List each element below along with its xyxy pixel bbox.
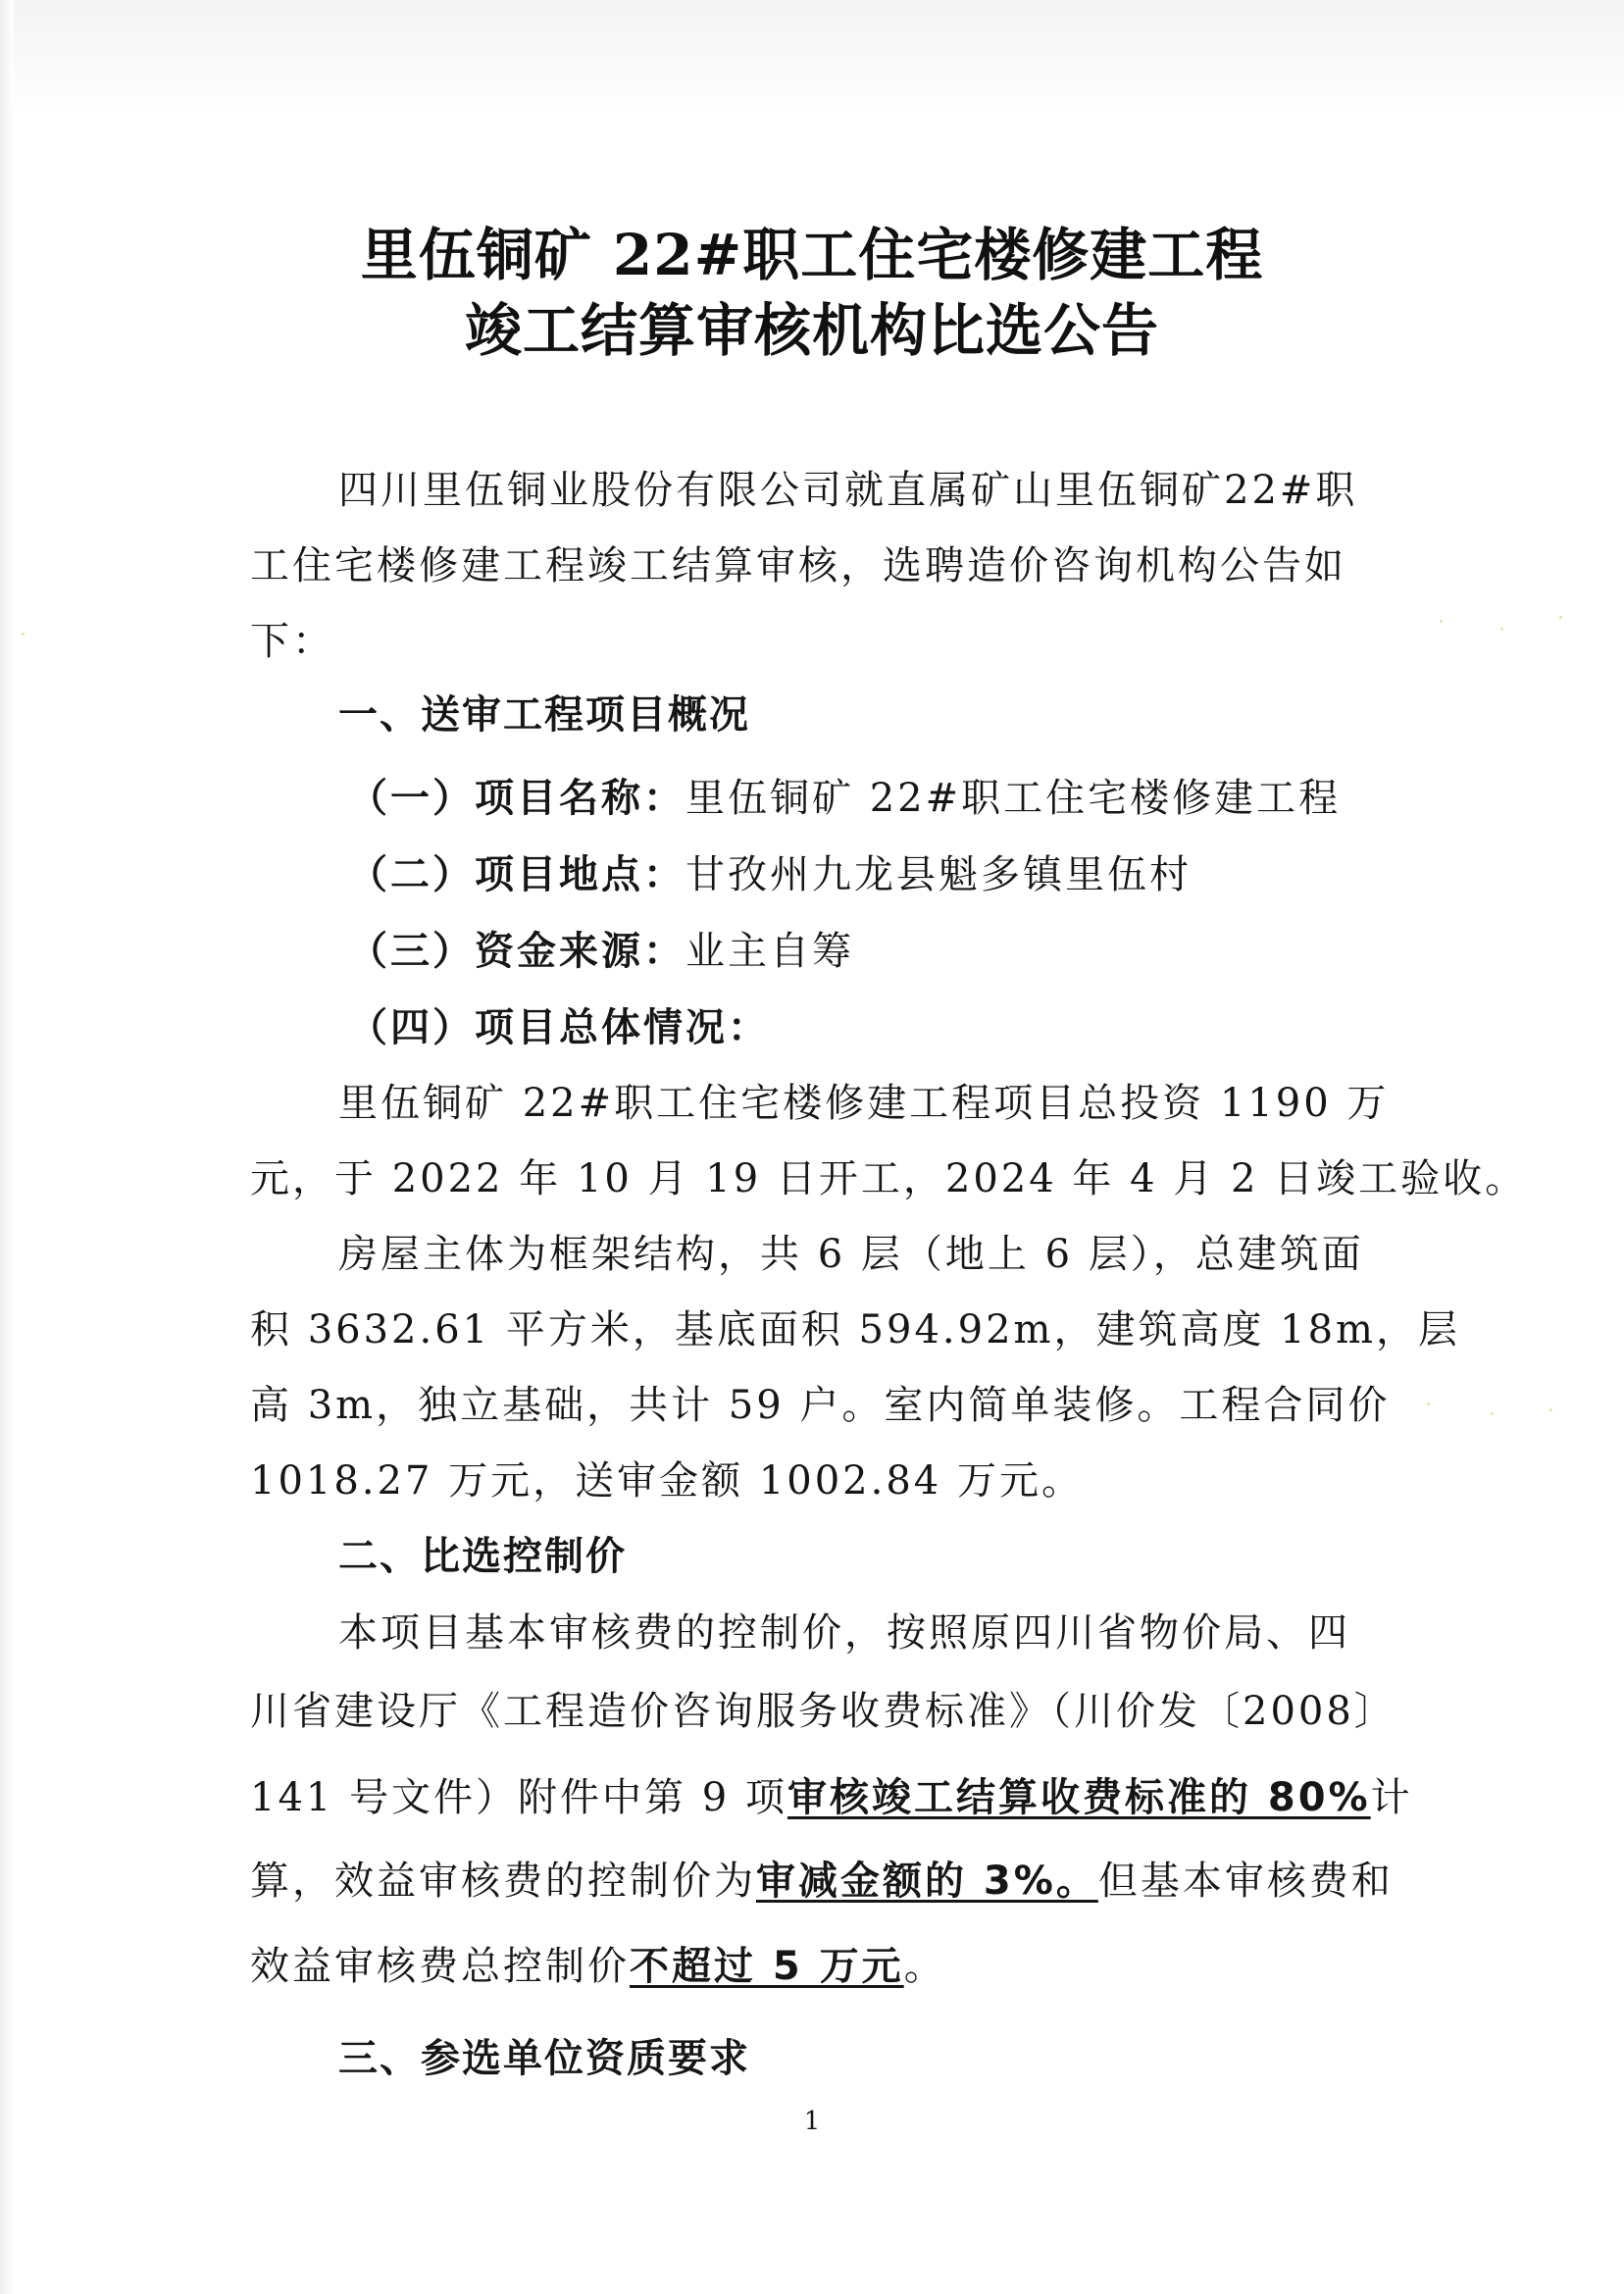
paragraph-line: 积 3632.61 平方米，基底面积 594.92m，建筑高度 18m，层 [250,1307,1460,1352]
intro-line: 工住宅楼修建工程竣工结算审核，选聘造价咨询机构公告如 [250,543,1346,588]
paragraph-line: 高 3m，独立基础，共计 59 户。室内简单装修。工程合同价 [250,1383,1391,1428]
scan-speck [1559,616,1562,619]
paragraph-line: 里伍铜矿 22#职工住宅楼修建工程项目总投资 1190 万 [338,1081,1390,1126]
underlined-emphasis: 审减金额的 3%。 [756,1859,1098,1904]
scan-top-edge [0,0,1624,116]
item-overall [348,996,770,1052]
paragraph-line: 元，于 2022 年 10 月 19 日开工，2024 年 4 月 2 日竣工验收。 [250,1156,1528,1201]
text-span: 141 号文件）附件中第 9 项 [250,1775,787,1820]
text-span: 但基本审核费和 [1097,1859,1394,1904]
scan-speck [22,633,25,636]
scan-speck [1549,1408,1552,1411]
item-value: 里伍铜矿 22#职工住宅楼修建工程 [685,776,1342,821]
underlined-emphasis: 不超过 5 万元 [630,1944,904,1989]
intro-line: 四川里伍铜业股份有限公司就直属矿山里伍铜矿22#职 [338,468,1358,513]
item-label: （四）项目总体情况： [348,1005,770,1050]
text-span: 。 [903,1944,946,1989]
text-span: 算，效益审核费的控制价为 [250,1859,756,1904]
text-span: 计 [1370,1775,1413,1820]
paragraph-line: 本项目基本审核费的控制价，按照原四川省物价局、四 [338,1610,1350,1656]
page-number: 1 [803,2107,821,2136]
title-line-1: 里伍铜矿 22#职工住宅楼修建工程 [360,222,1264,288]
item-value: 甘孜州九龙县魁多镇里伍村 [685,852,1192,897]
scan-speck [1491,1412,1494,1415]
item-value: 业主自筹 [685,929,854,974]
paragraph-line [250,1850,1394,1906]
paragraph-line: 川省建设厅《工程造价咨询服务收费标准》（川价发〔2008〕 [250,1689,1396,1734]
paragraph-line [250,1766,1413,1822]
item-project-name [348,767,1341,823]
paragraph-line [250,1935,946,1991]
intro-line: 下： [250,619,334,664]
item-label: （一）项目名称： [348,776,685,821]
section1-heading: 一、送审工程项目概况 [338,692,750,738]
section2-heading: 二、比选控制价 [338,1534,627,1579]
text-span: 效益审核费总控制价 [250,1944,630,1989]
scan-speck [1440,620,1443,623]
section3-heading: 三、参选单位资质要求 [338,2036,750,2081]
scan-speck [1427,1402,1430,1405]
underlined-emphasis: 审核竣工结算收费标准的 80% [787,1775,1371,1820]
scan-speck [1500,628,1503,631]
title-line-2: 竣工结算审核机构比选公告 [464,297,1159,364]
paragraph-line: 房屋主体为框架结构，共 6 层（地上 6 层），总建筑面 [338,1232,1364,1277]
item-label: （二）项目地点： [348,852,685,897]
item-funding-source [348,920,854,976]
item-project-location [348,843,1192,899]
item-label: （三）资金来源： [348,929,685,974]
paragraph-line: 1018.27 万元，送审金额 1002.84 万元。 [250,1458,1084,1504]
